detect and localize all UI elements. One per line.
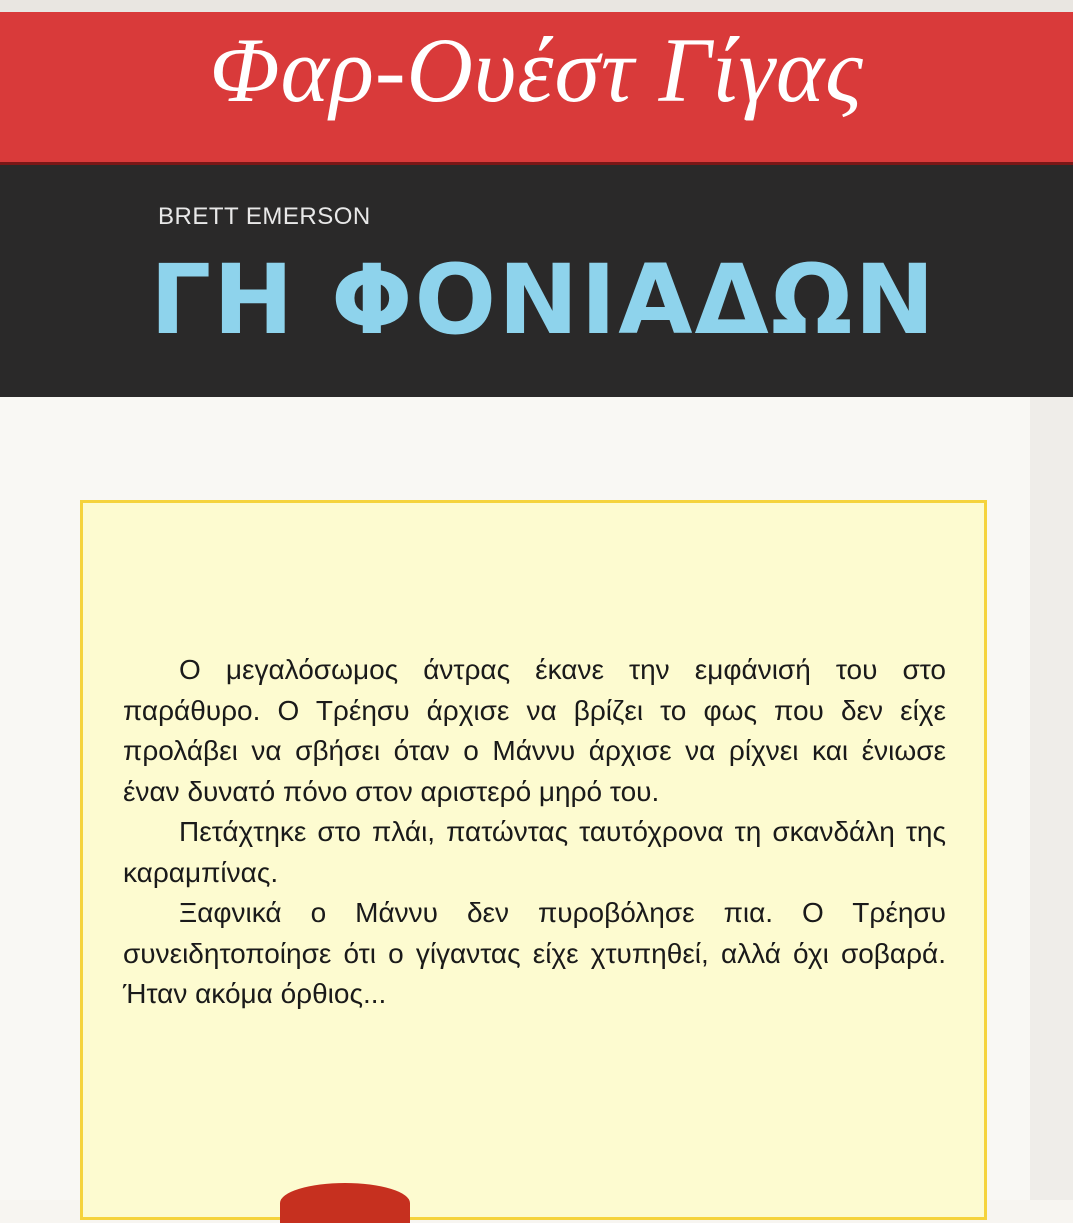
series-title: Φαρ-Ουέστ Γίγας	[209, 19, 864, 121]
blurb-paragraph: Ξαφνικά ο Μάννυ δεν πυροβόλησε πια. Ο Τρέησυ συνειδητοποίησε ότι ο γίγαντας είχε χτυπηθεί, αλλά όχι σοβαρά. Ήταν ακόμα όρθιος...	[123, 897, 946, 1009]
blurb-paragraph: Πετάχτηκε στο πλάι, πατώντας ταυτόχρονα τη σκανδάλη της καραμπίνας.	[123, 816, 946, 888]
author-name: BRETT EMERSON	[158, 203, 371, 230]
cover-right-margin	[1030, 397, 1073, 1200]
book-title: ΓΗ ΦΟΝΙΑΔΩΝ	[150, 244, 937, 356]
decorative-red-shape	[280, 1183, 410, 1223]
cover-top-edge	[0, 0, 1073, 12]
blurb-paragraph: Ο μεγαλόσωμος άντρας έκανε την εμφάνισή του στο παράθυρο. Ο Τρέησυ άρχισε να βρίζει το φως που δεν είχε προλάβει να σβήσει όταν ο Μάννυ άρχισε να ρίχνει και ένιωσε έναν δυνατό πόνο στον αριστερό μηρό του.	[123, 654, 946, 807]
blurb-text	[123, 650, 946, 1015]
